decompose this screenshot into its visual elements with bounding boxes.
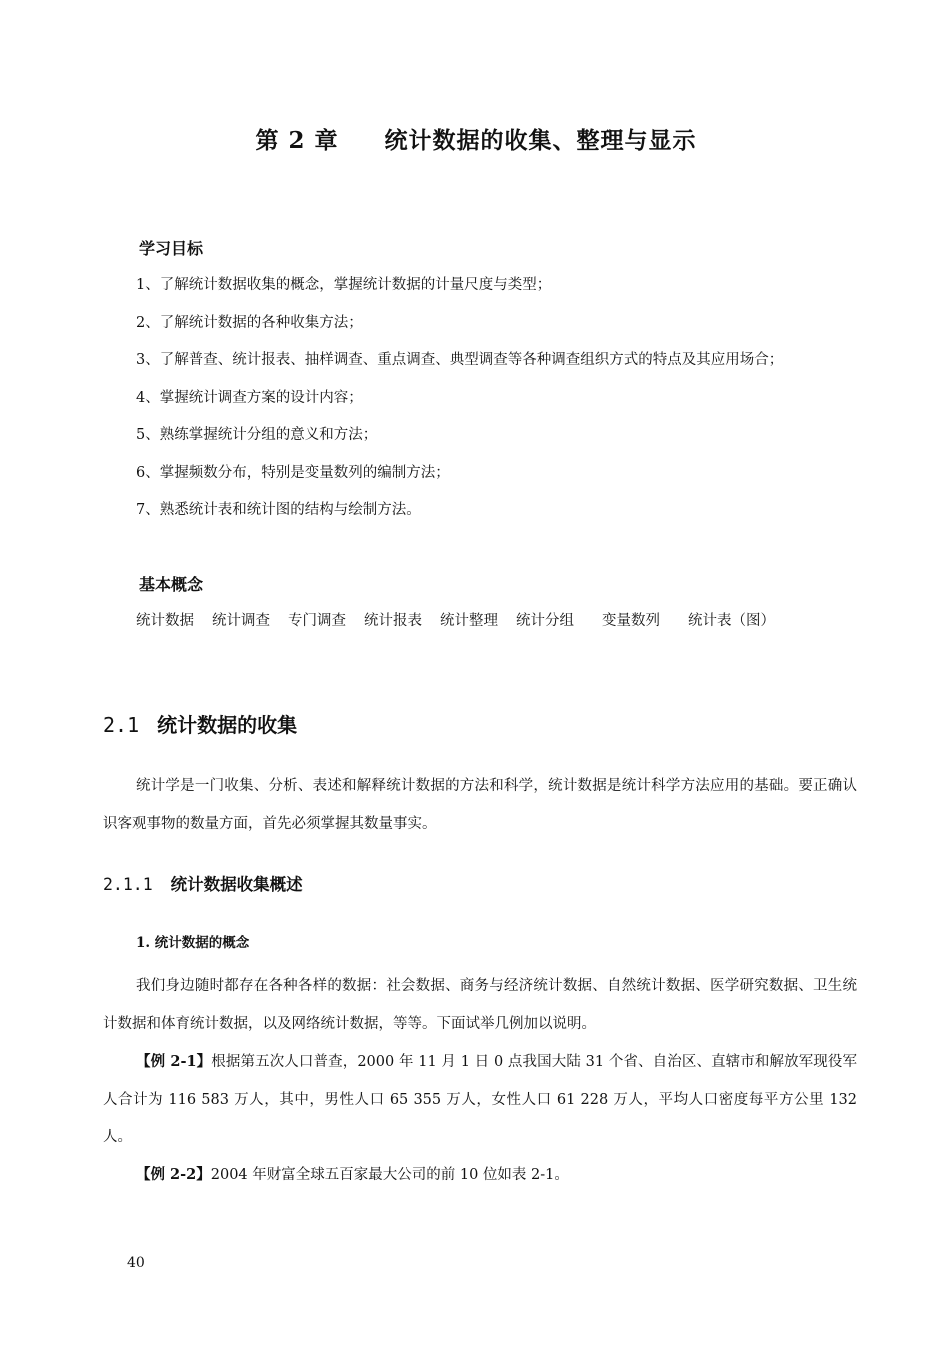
concept-term: 专门调查 <box>288 613 346 629</box>
example-2-1 <box>103 1043 857 1157</box>
concepts-heading: 基本概念 <box>139 575 204 594</box>
objective-item-5: 5、熟练掌握统计分组的意义和方法； <box>136 427 378 443</box>
subsubsection-heading: 1. 统计数据的概念 <box>136 935 250 951</box>
concept-term: 统计分组 <box>516 613 574 629</box>
objective-item-3: 3、了解普查、统计报表、抽样调查、重点调查、典型调查等各种调查组织方式的特点及其应用场合； <box>136 352 784 368</box>
section-title: 统计数据的收集 <box>157 713 298 737</box>
objective-item-7: 7、熟悉统计表和统计图的结构与绘制方法。 <box>136 502 421 518</box>
chapter-number: 第 2 章 <box>255 127 339 154</box>
section-intro: 统计学是一门收集、分析、表述和解释统计数据的方法和科学，统计数据是统计科学方法应用的基础。要正确认识客观事物的数量方面，首先必须掌握其数量事实。 <box>103 778 857 832</box>
example-text: 根据第五次人口普查，2000 年 11 月 1 日 0 点我国大陆 31 个省、自治区、直辖市和解放军现役军人合计为 116 583 万人，其中，男性人口 65 355 万人，女性人口 61 228 万人，平均人口密度每平方公里 132 人。 <box>103 1054 858 1145</box>
section-heading <box>103 709 297 738</box>
example-text: 2004 年财富全球五百家最大公司的前 10 位如表 2-1。 <box>210 1167 569 1183</box>
objective-item-4: 4、掌握统计调查方案的设计内容； <box>136 390 363 406</box>
objective-item-2: 2、了解统计数据的各种收集方法； <box>136 315 363 331</box>
concept-terms <box>136 609 793 630</box>
objectives-heading: 学习目标 <box>139 239 204 258</box>
objective-item-1: 1、了解统计数据收集的概念，掌握统计数据的计量尺度与类型； <box>136 277 552 293</box>
example-tag: 【例 2-2】 <box>136 1166 211 1183</box>
concept-term: 统计调查 <box>212 613 270 629</box>
concept-term: 统计报表 <box>364 613 422 629</box>
subsection-title: 统计数据收集概述 <box>170 875 303 894</box>
subsection-heading <box>103 871 303 895</box>
objective-item-6: 6、掌握频数分布，特别是变量数列的编制方法； <box>136 465 450 481</box>
page-number: 40 <box>127 1255 145 1271</box>
paragraph-data-examples: 我们身边随时都存在各种各样的数据：社会数据、商务与经济统计数据、自然统计数据、医学研究数据、卫生统计数据和体育统计数据，以及网络统计数据，等等。下面试举几例加以说明。 <box>103 978 857 1032</box>
example-tag: 【例 2-1】 <box>136 1053 212 1070</box>
concept-term: 统计表（图） <box>688 613 775 629</box>
concept-term: 统计数据 <box>136 613 194 629</box>
subsection-number: 2.1.1 <box>103 875 153 894</box>
concept-term: 统计整理 <box>440 613 498 629</box>
example-2-2 <box>103 1156 857 1195</box>
concept-term: 变量数列 <box>602 613 660 629</box>
chapter-title <box>0 122 952 155</box>
section-number: 2.1 <box>103 713 140 737</box>
chapter-name: 统计数据的收集、整理与显示 <box>384 127 697 154</box>
